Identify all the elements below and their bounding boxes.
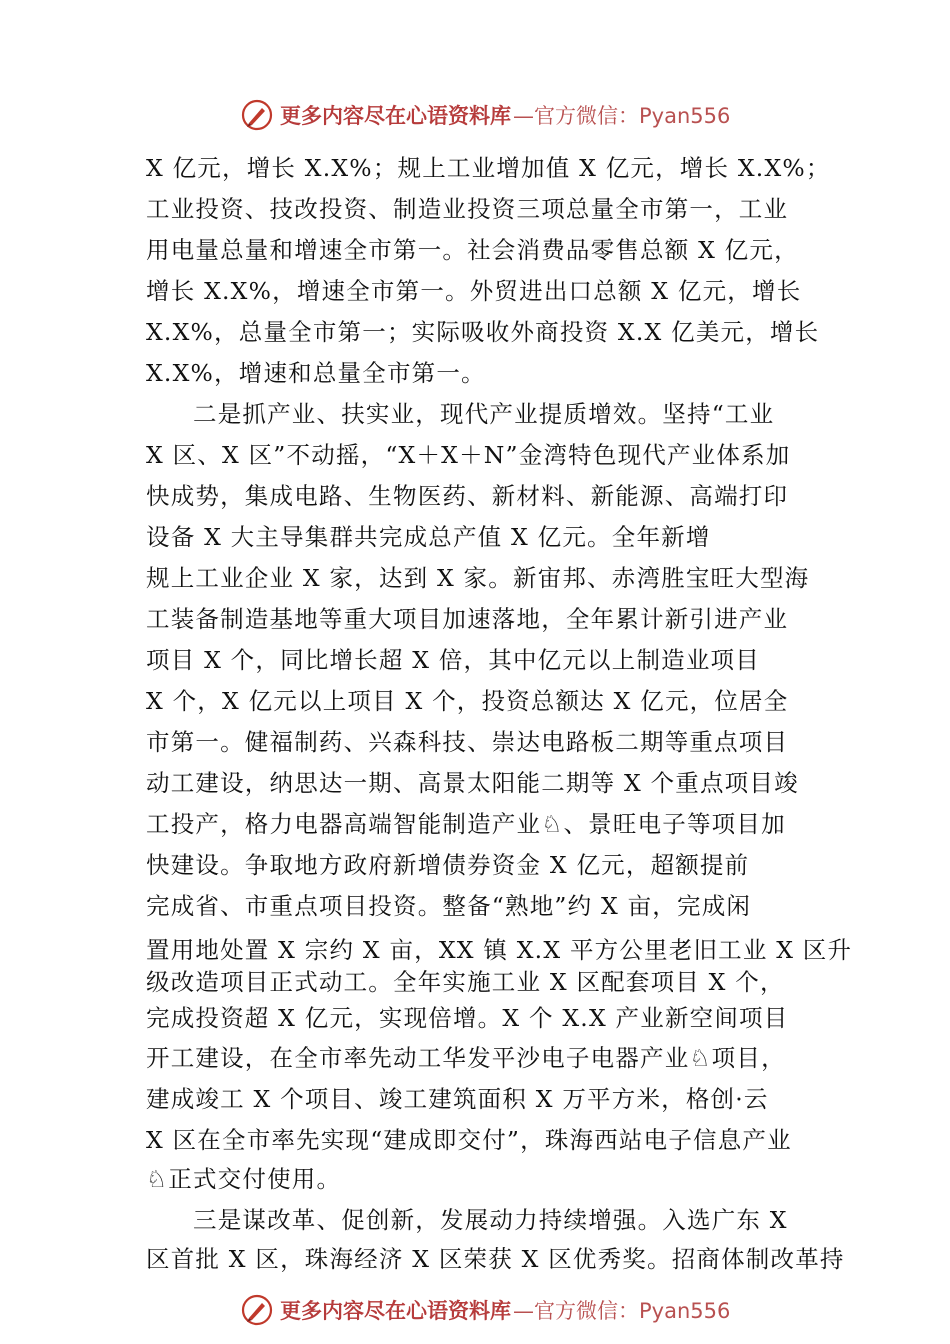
watermark-footer bbox=[240, 1290, 760, 1330]
text-line: X.X%，增速和总量全市第一。 bbox=[146, 359, 486, 387]
text-line: 建成竣工 X 个项目、竣工建筑面积 X 万平方米，格创·云 bbox=[146, 1085, 769, 1113]
text-line: 用电量总量和增速全市第一。社会消费品零售总额 X 亿元， bbox=[146, 236, 799, 264]
watermark-contact: —官方微信：Pyan556 bbox=[513, 104, 731, 128]
watermark-brand: 更多内容尽在心语资料库 bbox=[280, 1298, 511, 1323]
paragraph-start: 二是抓产业、扶实业，现代产业提质增效。坚持“工业 bbox=[193, 400, 775, 428]
text-line: 开工建设，在全市率先动工华发平沙电子电器产业♘项目， bbox=[146, 1044, 786, 1072]
text-line: 完成投资超 X 亿元，实现倍增。X 个 X.X 产业新空间项目 bbox=[146, 1004, 789, 1032]
text-line: 区首批 X 区，珠海经济 X 区荣获 X 区优秀奖。招商体制改革持 bbox=[146, 1245, 845, 1273]
text-line: 完成省、市重点项目投资。整备“熟地”约 X 亩，完成闲 bbox=[146, 892, 752, 920]
text-line: 置用地处置 X 宗约 X 亩，XX 镇 X.X 平方公里老旧工业 X 区升 bbox=[146, 936, 853, 964]
text-line: X 区在全市率先实现“建成即交付”，珠海西站电子信息产业 bbox=[146, 1126, 792, 1154]
text-line: 增长 X.X%，增速全市第一。外贸进出口总额 X 亿元，增长 bbox=[146, 277, 802, 305]
text-line: 工投产，格力电器高端智能制造产业♘、景旺电子等项目加 bbox=[146, 810, 786, 838]
pen-logo-icon bbox=[240, 1293, 274, 1327]
text-line: 市第一。健福制药、兴森科技、崇达电路板二期等重点项目 bbox=[146, 728, 789, 756]
text-line: 工业投资、技改投资、制造业投资三项总量全市第一，工业 bbox=[146, 195, 789, 223]
text-line: 动工建设，纳思达一期、高景太阳能二期等 X 个重点项目竣 bbox=[146, 769, 799, 797]
watermark-contact: —官方微信：Pyan556 bbox=[513, 1299, 731, 1323]
text-line: X 亿元，增长 X.X%；规上工业增加值 X 亿元，增长 X.X%； bbox=[146, 154, 831, 182]
text-line: 快成势，集成电路、生物医药、新材料、新能源、高端打印 bbox=[146, 482, 789, 510]
text-line: ♘正式交付使用。 bbox=[146, 1165, 342, 1193]
text-line: 项目 X 个，同比增长超 X 倍，其中亿元以上制造业项目 bbox=[146, 646, 760, 674]
text-line: 设备 X 大主导集群共完成总产值 X 亿元。全年新增 bbox=[146, 523, 711, 551]
paragraph-start: 三是谋改革、促创新，发展动力持续增强。入选广东 X bbox=[193, 1206, 788, 1234]
watermark-brand: 更多内容尽在心语资料库 bbox=[280, 103, 511, 128]
text-line: X 区、X 区”不动摇，“X＋X＋N”金湾特色现代产业体系加 bbox=[146, 441, 791, 469]
text-line: X 个，X 亿元以上项目 X 个，投资总额达 X 亿元，位居全 bbox=[146, 687, 789, 715]
text-line: X.X%，总量全市第一；实际吸收外商投资 X.X 亿美元，增长 bbox=[146, 318, 820, 346]
text-line: 工装备制造基地等重大项目加速落地，全年累计新引进产业 bbox=[146, 605, 789, 633]
text-line: 规上工业企业 X 家，达到 X 家。新宙邦、赤湾胜宝旺大型海 bbox=[146, 564, 810, 592]
text-line: 快建设。争取地方政府新增债券资金 X 亿元，超额提前 bbox=[146, 851, 750, 879]
text-line: 级改造项目正式动工。全年实施工业 X 区配套项目 X 个， bbox=[146, 968, 785, 996]
